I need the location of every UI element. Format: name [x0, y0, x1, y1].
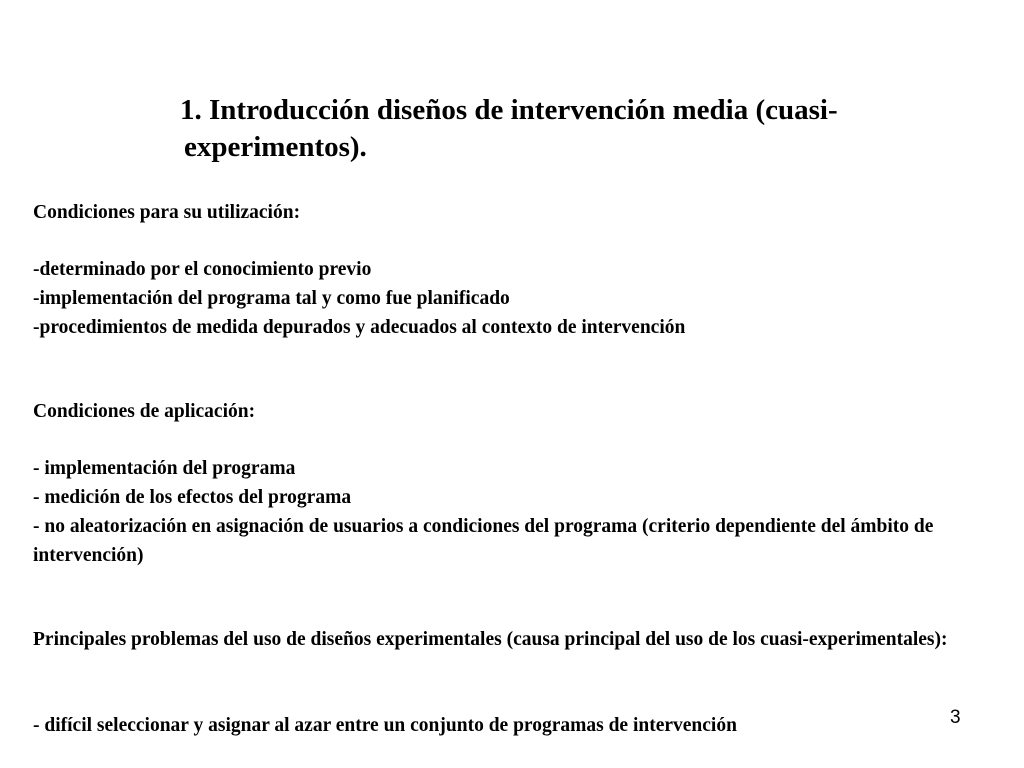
condition-application-item-1: - implementación del programa — [33, 458, 296, 479]
slide-title-line-1: 1. Introducción diseños de intervención media (cuasi- — [180, 94, 838, 126]
condition-use-item-3: -procedimientos de medida depurados y adecuados al contexto de intervención — [33, 317, 686, 338]
page-number: 3 — [950, 707, 961, 728]
section-heading-conditions-application: Condiciones de aplicación: — [33, 401, 256, 422]
main-problem-item-1: - difícil seleccionar y asignar al azar entre un conjunto de programas de intervención — [33, 715, 737, 736]
condition-use-item-2: -implementación del programa tal y como fue planificado — [33, 288, 510, 309]
slide-title-line-2: experimentos). — [184, 131, 367, 163]
section-heading-conditions-use: Condiciones para su utilización: — [33, 202, 301, 223]
slide-title — [180, 92, 960, 166]
section-heading-main-problems: Principales problemas del uso de diseños experimentales (causa principal del uso de los cuasi-experimentales): — [33, 629, 948, 650]
condition-application-item-3: - no aleatorización en asignación de usuarios a condiciones del programa (criterio dependiente del ámbito de intervención) — [33, 516, 934, 566]
condition-application-item-2: - medición de los efectos del programa — [33, 487, 352, 508]
condition-use-item-1: -determinado por el conocimiento previo — [33, 259, 372, 280]
